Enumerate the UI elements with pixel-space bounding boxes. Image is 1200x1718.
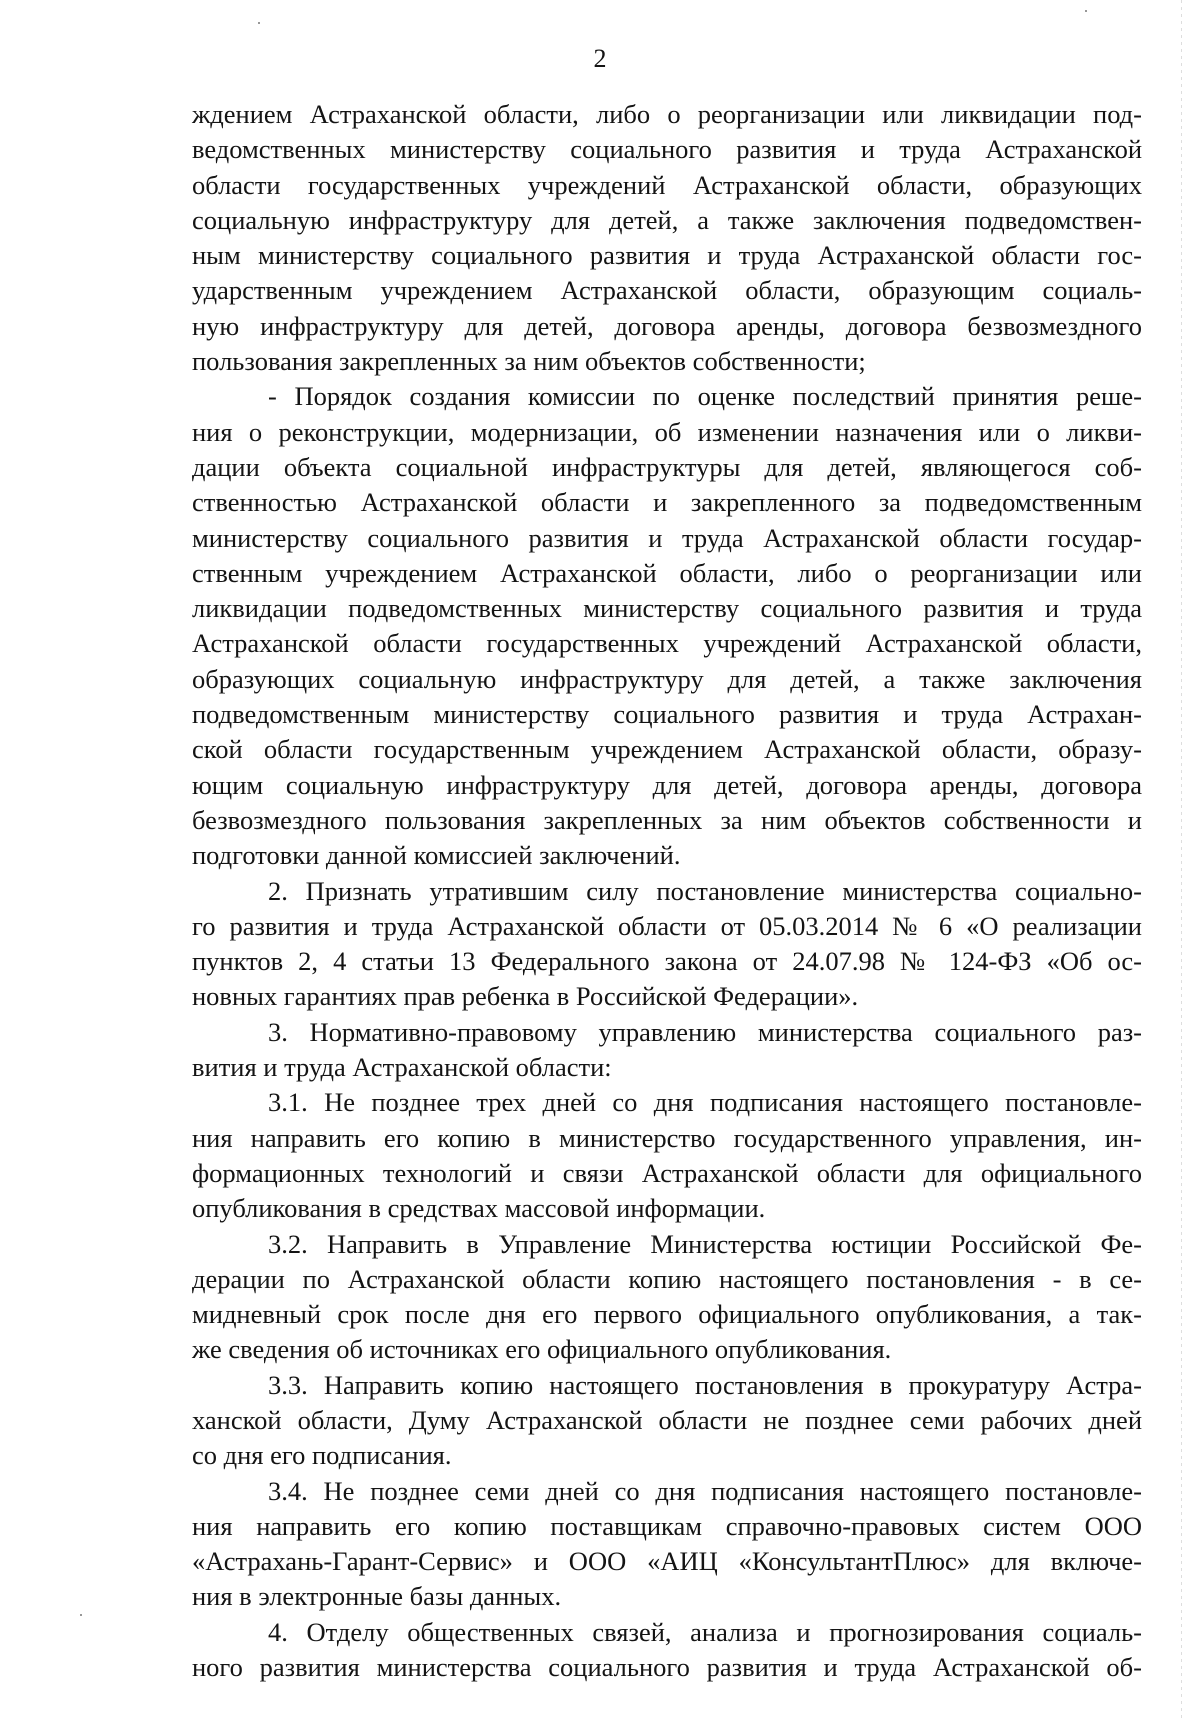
text-line: 2. Признать утратившим силу постановление министерства социально-	[268, 875, 1142, 906]
text-line: ударственным учреждением Астраханской области, образующим социаль-	[192, 275, 1142, 306]
page-number: 2	[593, 44, 607, 73]
paragraph	[192, 379, 1142, 873]
text-line: «Астрахань-Гарант-Сервис» и ООО «АИЦ «КонсультантПлюс» для включе-	[192, 1546, 1142, 1577]
scan-edge-artifact	[1181, 0, 1182, 1718]
text-line: ющим социальную инфраструктуру для детей, договора аренды, договора	[192, 769, 1142, 800]
text-line: 3.4. Не позднее семи дней со дня подписания настоящего постановле-	[268, 1475, 1142, 1506]
text-line: образующих социальную инфраструктуру для детей, а также заключения	[192, 663, 1142, 694]
text-line: подведомственным министерству социального развития и труда Астрахан-	[192, 699, 1142, 730]
text-line: вития и труда Астраханской области:	[192, 1052, 612, 1083]
text-line: 3.2. Направить в Управление Министерства юстиции Российской Фе-	[268, 1228, 1142, 1259]
text-line: социальную инфраструктуру для детей, а также заключения подведомствен-	[192, 204, 1142, 235]
text-line: ведомственных министерству социального развития и труда Астраханской	[192, 134, 1142, 165]
text-line: мидневный срок после дня его первого официального опубликования, а так-	[192, 1299, 1142, 1330]
text-line: ждением Астраханской области, либо о реорганизации или ликвидации под-	[192, 99, 1142, 129]
scan-speck	[258, 22, 260, 24]
paragraph	[192, 1085, 1142, 1226]
text-line: - Порядок создания комиссии по оценке последствий принятия реше-	[268, 381, 1142, 412]
scan-speck	[1085, 10, 1087, 12]
paragraph	[192, 1227, 1142, 1368]
text-line: дации объекта социальной инфраструктуры для детей, являющегося соб-	[192, 451, 1142, 482]
text-line: ния о реконструкции, модернизации, об изменении назначения или о ликви-	[192, 416, 1142, 447]
text-line: 3.1. Не позднее трех дней со дня подписания настоящего постановле-	[268, 1087, 1142, 1118]
text-line: ственностью Астраханской области и закрепленного за подведомственным	[192, 487, 1142, 518]
text-line: министерству социального развития и труда Астраханской области государ-	[192, 522, 1142, 553]
paragraph	[192, 874, 1142, 1015]
paragraph	[192, 1615, 1142, 1686]
text-line: ственным учреждением Астраханской области, либо о реорганизации или	[192, 557, 1142, 588]
text-line: ния направить его копию в министерство государственного управления, ин-	[192, 1122, 1142, 1153]
text-line: подготовки данной комиссией заключений.	[192, 840, 681, 871]
text-line: новных гарантиях прав ребенка в Российской Федерации».	[192, 981, 859, 1012]
text-line: со дня его подписания.	[192, 1440, 452, 1471]
text-line: ской области государственным учреждением Астраханской области, образу-	[192, 734, 1142, 765]
text-line: ную инфраструктуру для детей, договора аренды, договора безвозмездного	[192, 310, 1142, 341]
text-line: 4. Отделу общественных связей, анализа и прогнозирования социаль-	[268, 1616, 1142, 1647]
text-line: опубликования в средствах массовой информации.	[192, 1193, 766, 1224]
text-line: дерации по Астраханской области копию настоящего постановления - в се-	[192, 1263, 1142, 1294]
text-line: ния направить его копию поставщикам справочно-правовых систем ООО	[192, 1510, 1142, 1541]
text-line: 3. Нормативно-правовому управлению министерства социального раз-	[268, 1016, 1142, 1047]
text-line: ного развития министерства социального развития и труда Астраханской об-	[192, 1652, 1142, 1683]
text-line: Астраханской области государственных учреждений Астраханской области,	[192, 628, 1142, 659]
text-line: формационных технологий и связи Астраханской области для официального	[192, 1157, 1142, 1188]
text-line: ным министерству социального развития и труда Астраханской области гос-	[192, 240, 1142, 271]
paragraph	[192, 1474, 1142, 1615]
document-body	[192, 97, 1142, 1685]
paragraph	[192, 97, 1142, 379]
text-line: 3.3. Направить копию настоящего постановления в прокуратуру Астра-	[268, 1369, 1142, 1400]
text-line: же сведения об источниках его официального опубликования.	[192, 1334, 892, 1365]
text-line: пунктов 2, 4 статьи 13 Федерального закона от 24.07.98 № 124-ФЗ «Об ос-	[192, 946, 1142, 977]
text-line: безвозмездного пользования закрепленных за ним объектов собственности и	[192, 804, 1142, 835]
text-line: го развития и труда Астраханской области от 05.03.2014 № 6 «О реализации	[192, 910, 1142, 941]
paragraph	[192, 1015, 1142, 1086]
text-line: области государственных учреждений Астраханской области, образующих	[192, 169, 1142, 200]
scan-speck	[80, 1614, 82, 1616]
paragraph	[192, 1368, 1142, 1474]
text-line: ния в электронные базы данных.	[192, 1581, 562, 1612]
text-line: ханской области, Думу Астраханской области не позднее семи рабочих дней	[192, 1404, 1142, 1435]
text-line: ликвидации подведомственных министерству социального развития и труда	[192, 593, 1142, 624]
text-line: пользования закрепленных за ним объектов собственности;	[192, 346, 866, 377]
